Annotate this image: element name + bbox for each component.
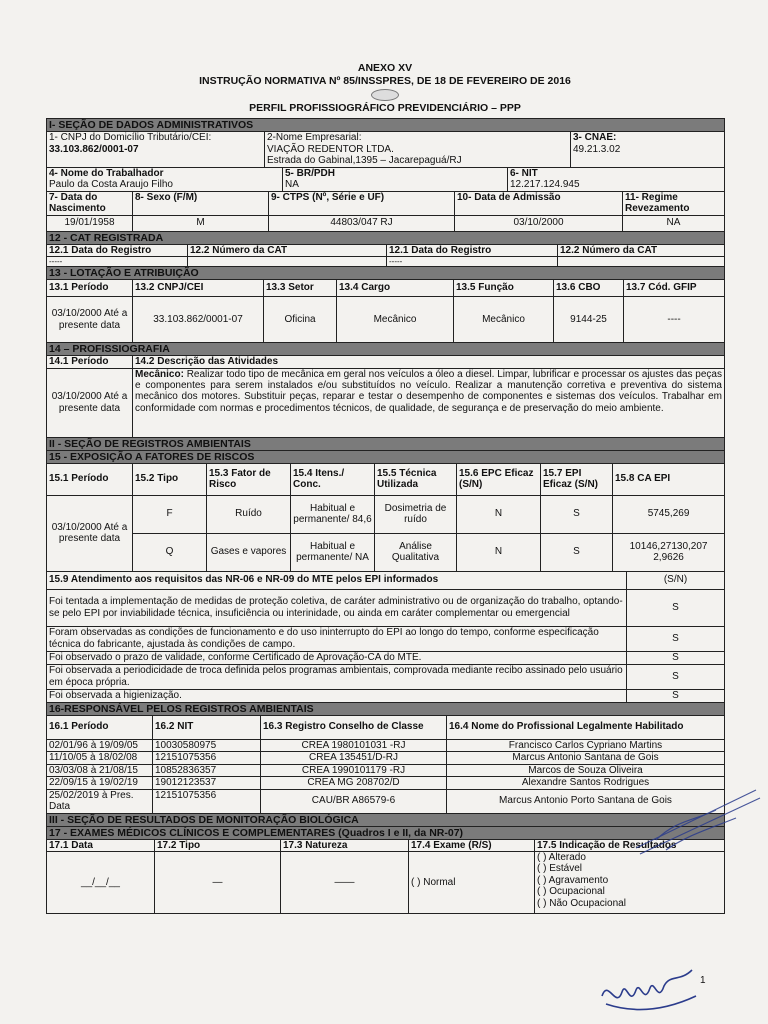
resp-register: CREA 1980101031 -RJ — [261, 739, 447, 752]
medical-exams-table — [46, 813, 725, 915]
nit-value: 12.217.124.945 — [510, 179, 580, 190]
cat-date-value: ----- — [47, 257, 188, 267]
risk-technique: Dosimetria de ruído — [375, 495, 457, 533]
ctps-value: 44803/047 RJ — [269, 215, 455, 231]
job-header: 13.4 Cargo — [337, 280, 454, 297]
council-header: 16.3 Registro Conselho de Classe — [261, 715, 447, 739]
cnae-value: 49.21.3.02 — [573, 143, 621, 155]
requirement-text: Foi observado o prazo de validade, conforme Certificado de Aprovação-CA do MTE. — [47, 651, 627, 664]
section-title: II - SEÇÃO DE REGISTROS AMBIENTAIS — [47, 437, 725, 450]
risk-ca: 5745,269 — [613, 495, 725, 533]
activities-header: 14.2 Descrição das Atividades — [133, 356, 725, 369]
section-title: III - SEÇÃO DE RESULTADOS DE MONITORAÇÃO BIOLÓGICA — [47, 813, 725, 826]
cat-number-label-2: 12.2 Número da CAT — [558, 244, 725, 257]
requirement-text: Foi tentada a implementação de medidas de proteção coletiva, de caráter administrativo ou de organização do trabalho, optando-se pelo EPI por inviabilidade técnica, insuficiência ou interinidade, ou ainda em caráter complementar ou emergencial — [47, 589, 627, 626]
ppp-form — [46, 62, 724, 914]
function-header: 13.5 Função — [454, 280, 554, 297]
risk-epi: S — [541, 533, 613, 571]
exam-nature-header: 17.3 Natureza — [281, 839, 409, 852]
admission-label: 10- Data de Admissão — [455, 191, 623, 215]
admin-data-table — [46, 118, 725, 192]
section-title: 13 - LOTAÇÃO E ATRIBUIÇÃO — [47, 267, 725, 280]
requirement-text: Foi observada a periodicidade de troca definida pelos programas ambientais, comprovada mediante recibo assinado pelo usuário em época própria. — [47, 664, 627, 689]
company-label: 2-Nome Empresarial: — [267, 132, 362, 143]
requirement-answer: S — [627, 589, 725, 626]
resp-nit: 10852836357 — [153, 764, 261, 777]
page-number: 1 — [700, 975, 706, 986]
sector-value: Oficina — [264, 297, 337, 343]
cbo-value: 9144-25 — [554, 297, 624, 343]
requirement-answer: S — [627, 651, 725, 664]
allocation-table — [46, 266, 725, 343]
cbo-header: 13.6 CBO — [554, 280, 624, 297]
risk-exposure-table — [46, 437, 725, 572]
requirement-text: Foram observadas as condições de funcionamento e do uso ininterrupto do EPI ao longo do tempo, conforme especificação técnica do fabricante, ajustada às condições de campo. — [47, 626, 627, 651]
resp-nit: 12151075356 — [153, 752, 261, 765]
exam-type-value: — — [155, 852, 281, 914]
section-title: 15 - EXPOSIÇÃO A FATORES DE RISCOS — [47, 450, 725, 463]
resp-name: Alexandre Santos Rodrigues — [447, 777, 725, 790]
period-value: 03/10/2000 Até a presente data — [47, 368, 133, 437]
shift-label: 11- Regime Revezamento — [623, 191, 725, 215]
worker-label: 4- Nome do Trabalhador — [49, 167, 164, 179]
resp-name: Marcos de Souza Oliveira — [447, 764, 725, 777]
type-header: 15.2 Tipo — [133, 463, 207, 495]
admin-data-table-2 — [46, 191, 725, 232]
resp-period: 11/10/05 à 18/02/08 — [47, 752, 153, 765]
risk-technique: Análise Qualitativa — [375, 533, 457, 571]
annex-title: ANEXO XV — [357, 62, 413, 74]
risk-ca: 10146,27130,207 2,9626 — [613, 533, 725, 571]
responsible-table — [46, 702, 725, 814]
yes-no-header: (S/N) — [627, 571, 725, 589]
section-title: I- SEÇÃO DE DADOS ADMINISTRATIVOS — [47, 119, 725, 132]
gfip-value: ---- — [624, 297, 725, 343]
birthdate-label: 7- Data do Nascimento — [47, 191, 133, 215]
risk-epi: S — [541, 495, 613, 533]
activity-description: Realizar todo tipo de mecânica em geral nos veículos a óleo a diesel. Limpar, lubrificar e processar os ajustes das peças e componentes para serem instalados e/ou substituídos no veículo. Realizar a manutenção corretiva e preventiva do sistema mecânico dos motores. Substituir peças, reparar e testar o desempenho de componentes e sistemas dos veículos. Trabalhar em conformidade com normas e procedimentos técnicos, de qualidade, de segurança e de preservação do meio ambiente. — [135, 368, 722, 414]
cat-number-label: 12.2 Número da CAT — [188, 244, 387, 257]
exam-date-header: 17.1 Data — [47, 839, 155, 852]
items-header: 15.4 Itens./ Conc. — [291, 463, 375, 495]
period-value: 03/10/2000 Até a presente data — [47, 297, 133, 343]
section-title: 17 - EXAMES MÉDICOS CLÍNICOS E COMPLEMENTARES (Quadros I e II, da NR-07) — [47, 826, 725, 839]
exam-nature-value: —— — [281, 852, 409, 914]
epi-requirements-table — [46, 571, 725, 703]
period-header: 15.1 Período — [47, 463, 133, 495]
professional-stamp — [626, 780, 766, 860]
nit-header: 16.2 NIT — [153, 715, 261, 739]
professional-header: 16.4 Nome do Profissional Legalmente Habilitado — [447, 715, 725, 739]
cnpj-label: 1- CNPJ do Domicílio Tributário/CEI: — [49, 132, 212, 143]
epc-header: 15.6 EPC Eficaz (S/N) — [457, 463, 541, 495]
shift-value: NA — [623, 215, 725, 231]
nit-label: 6- NIT — [510, 167, 538, 179]
result-option: ( ) Não Ocupacional — [537, 897, 626, 909]
cnae-label: 3- CNAE: — [573, 132, 617, 143]
cnpj-header: 13.2 CNPJ/CEI — [133, 280, 264, 297]
function-value: Mecânico — [454, 297, 554, 343]
result-option: ( ) Agravamento — [537, 874, 609, 886]
technique-header: 15.5 Técnica Utilizada — [375, 463, 457, 495]
requirement-answer: S — [627, 664, 725, 689]
resp-register: CREA MG 208702/D — [261, 777, 447, 790]
exam-date-value: __/__/__ — [47, 852, 155, 914]
sex-value: M — [133, 215, 269, 231]
cat-date-label-2: 12.1 Data do Registro — [387, 244, 558, 257]
resp-nit: 12151075356 — [153, 789, 261, 813]
resp-name: Marcus Antonio Porto Santana de Gois — [447, 789, 725, 813]
resp-register: CREA 135451/D-RJ — [261, 752, 447, 765]
requirement-answer: S — [627, 689, 725, 702]
result-indication-header: 17.5 Indicação de Resultados — [535, 839, 725, 852]
resp-nit: 10030580975 — [153, 739, 261, 752]
resp-register: CREA 1990101179 -RJ — [261, 764, 447, 777]
risk-factor: Gases e vapores — [207, 533, 291, 571]
result-option: ( ) Estável — [537, 863, 583, 875]
cnpj-value: 33.103.862/0001-07 — [49, 143, 139, 155]
cat-date-value-2: ----- — [387, 257, 558, 267]
ctps-label: 9- CTPS (Nº, Série e UF) — [269, 191, 455, 215]
epi-header: 15.7 EPI Eficaz (S/N) — [541, 463, 613, 495]
admission-value: 03/10/2000 — [455, 215, 623, 231]
worker-value: Paulo da Costa Araujo Filho — [49, 179, 173, 190]
br-pdh-label: 5- BR/PDH — [285, 167, 336, 179]
risk-type: Q — [133, 533, 207, 571]
period-header: 16.1 Período — [47, 715, 153, 739]
resp-period: 22/09/15 à 19/02/19 — [47, 777, 153, 790]
risk-factor: Ruído — [207, 495, 291, 533]
period-header: 14.1 Período — [47, 356, 133, 369]
section-title: 14 – PROFISSIOGRAFIA — [47, 343, 725, 356]
exam-result-header: 17.4 Exame (R/S) — [409, 839, 535, 852]
requirement-answer: S — [627, 626, 725, 651]
requirement-text: Foi observada a higienização. — [47, 689, 627, 702]
profile-table — [46, 342, 725, 438]
risk-type: F — [133, 495, 207, 533]
risk-epc: N — [457, 533, 541, 571]
result-option: ( ) Alterado — [537, 852, 586, 863]
resp-period: 03/03/08 à 21/08/15 — [47, 764, 153, 777]
epi-requirements-title: 15.9 Atendimento aos requisitos das NR-06 e NR-09 do MTE pelos EPI informados — [47, 571, 627, 589]
risk-items: Habitual e permanente/ 84,6 — [291, 495, 375, 533]
resp-nit: 19012123537 — [153, 777, 261, 790]
exam-type-header: 17.2 Tipo — [155, 839, 281, 852]
result-option: ( ) Ocupacional — [537, 886, 605, 898]
ca-epi-header: 15.8 CA EPI — [613, 463, 725, 495]
sector-header: 13.3 Setor — [264, 280, 337, 297]
cat-table — [46, 231, 725, 268]
instruction-title: INSTRUÇÃO NORMATIVA Nº 85/INSSPRES, DE 18 DE FEVEREIRO DE 2016 — [199, 75, 571, 87]
resp-name: Marcus Antonio Santana de Gois — [447, 752, 725, 765]
exam-normal-option: ( ) Normal — [409, 852, 535, 914]
br-pdh-value: NA — [285, 179, 299, 190]
risk-epc: N — [457, 495, 541, 533]
resp-period: 25/02/2019 à Pres. Data — [47, 789, 153, 813]
form-title: PERFIL PROFISSIOGRÁFICO PREVIDENCIÁRIO – PPP — [249, 102, 521, 114]
period-header: 13.1 Período — [47, 280, 133, 297]
gfip-header: 13.7 Cód. GFIP — [624, 280, 725, 297]
sex-label: 8- Sexo (F/M) — [133, 191, 269, 215]
risk-factor-header: 15.3 Fator de Risco — [207, 463, 291, 495]
cat-date-label: 12.1 Data do Registro — [47, 244, 188, 257]
birthdate-value: 19/01/1958 — [47, 215, 133, 231]
activity-role: Mecânico: — [135, 368, 184, 380]
section-title: 12 - CAT REGISTRADA — [47, 231, 725, 244]
resp-name: Francisco Carlos Cypriano Martins — [447, 739, 725, 752]
period-value: 03/10/2000 Até a presente data — [47, 495, 133, 571]
risk-items: Habitual e permanente/ NA — [291, 533, 375, 571]
section-title: 16-RESPONSÁVEL PELOS REGISTROS AMBIENTAIS — [47, 702, 725, 715]
company-value: VIAÇÃO REDENTOR LTDA. — [267, 143, 394, 155]
signature-mark — [596, 960, 706, 1020]
company-address: Estrada do Gabinal,1395 – Jacarepaguá/RJ — [267, 155, 462, 166]
resp-period: 02/01/96 à 19/09/05 — [47, 739, 153, 752]
institution-logo — [371, 89, 399, 101]
cnpj-value: 33.103.862/0001-07 — [133, 297, 264, 343]
resp-register: CAU/BR A86579-6 — [261, 789, 447, 813]
job-value: Mecânico — [337, 297, 454, 343]
